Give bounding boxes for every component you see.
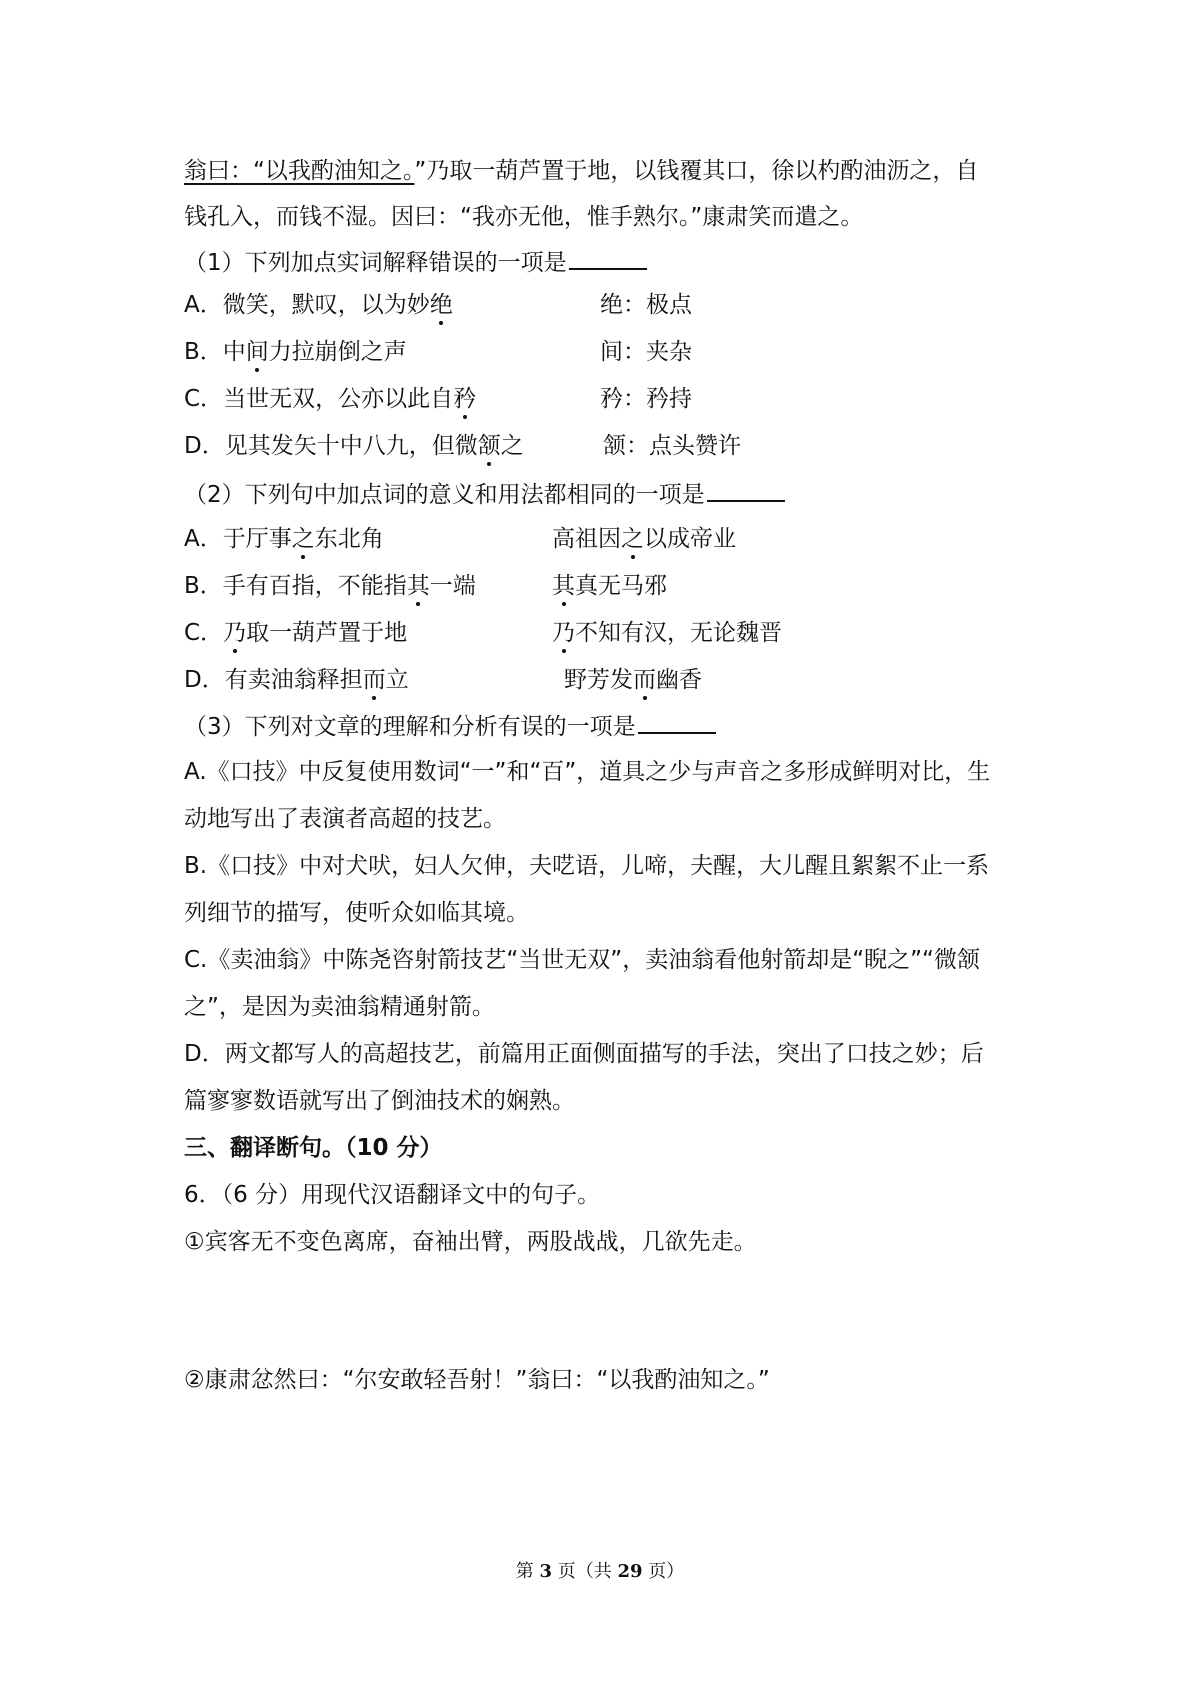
passage-line-2: 钱孔入，而钱不湿。因曰：“我亦无他，惟手熟尔。”康肃笑而遣之。 — [184, 204, 864, 230]
footer-text: 页（共 — [552, 1561, 618, 1582]
dotted-word: 矜 — [453, 386, 477, 412]
option-text: 见其发矢十中八九，但微 — [224, 433, 478, 459]
answer-blank — [569, 246, 647, 270]
option-text: 之 — [500, 433, 524, 459]
section-heading: 三、翻译断句。（10 分） — [184, 1135, 443, 1161]
passage-line-1 — [184, 156, 978, 186]
dotted-word: 乃 — [552, 620, 575, 646]
q2-compare-b — [552, 571, 667, 601]
q1-option-c — [184, 384, 476, 414]
q2-option-b — [184, 571, 476, 601]
q2-option-d — [184, 665, 409, 695]
option-text: 手有百指，不能指 — [222, 573, 407, 599]
total-pages: 29 — [617, 1561, 643, 1582]
q3-option-a-line1: A.《口技》中反复使用数词“一”和“百”，道具之少与声音之多形成鲜明对比，生 — [184, 759, 991, 785]
option-text: 于厅事 — [222, 526, 292, 552]
underlined-sentence: 翁曰：“以我酌油知之。 — [184, 158, 415, 184]
dotted-word: 而 — [633, 667, 656, 693]
q1-option-b — [184, 337, 407, 367]
compare-text: 以成帝业 — [644, 526, 736, 552]
dotted-word: 间 — [245, 339, 269, 365]
option-label: D． — [184, 667, 225, 693]
compare-text: 高祖因 — [552, 526, 621, 552]
dotted-word: 之 — [291, 526, 315, 552]
passage-text: ”乃取一葫芦置于地，以钱覆其口，徐以杓酌油沥之，自 — [414, 158, 979, 184]
option-text: 中 — [222, 339, 246, 365]
option-text: 东北角 — [314, 526, 384, 552]
q2-compare-d — [564, 665, 702, 695]
dotted-word: 之 — [621, 526, 644, 552]
footer-text: 第 — [515, 1561, 540, 1582]
translate-sentence-2: ②康肃忿然曰：“尔安敢轻吾射！”翁曰：“以我酌油知之。” — [184, 1367, 770, 1393]
q3-option-c-line1: C.《卖油翁》中陈尧咨射箭技艺“当世无双”，卖油翁看他射箭却是“睨之”“微颔 — [184, 947, 980, 973]
q1-option-d — [184, 431, 524, 461]
option-label: C． — [184, 386, 224, 412]
option-text: 有卖油翁释担 — [224, 667, 363, 693]
question-6: 6．（6 分）用现代汉语翻译文中的句子。 — [184, 1182, 601, 1208]
q2-option-a — [184, 524, 384, 554]
q3-option-b-line1: B.《口技》中对犬吠，妇人欠伸，夫呓语，儿啼，夫醒，大儿醒且絮絮不止一系 — [184, 853, 990, 879]
option-label: C． — [184, 620, 224, 646]
option-text: 力拉崩倒之声 — [268, 339, 407, 365]
translate-sentence-1: ①宾客无不变色离席，奋袖出臂，两股战战，几欲先走。 — [184, 1229, 757, 1255]
compare-text: 野芳发 — [564, 667, 633, 693]
option-text: 取一葫芦置于地 — [246, 620, 408, 646]
dotted-word: 乃 — [223, 620, 247, 646]
q1-stem — [184, 246, 647, 278]
compare-text: 不知有汉，无论魏晋 — [575, 620, 782, 646]
q3-option-c-line2: 之”，是因为卖油翁精通射箭。 — [184, 994, 495, 1020]
option-text: 当世无双，公亦以此自 — [223, 386, 454, 412]
option-label: D． — [184, 433, 225, 459]
q2-stem-text: （2）下列句中加点词的意义和用法都相同的一项是 — [184, 482, 705, 508]
q2-compare-c — [552, 618, 782, 648]
q3-stem-text: （3）下列对文章的理解和分析有误的一项是 — [184, 714, 636, 740]
q3-option-a-line2: 动地写出了表演者高超的技艺。 — [184, 806, 506, 832]
option-text: 立 — [385, 667, 409, 693]
option-text: 一端 — [429, 573, 476, 599]
option-label: B． — [184, 339, 223, 365]
page-number: 3 — [539, 1561, 552, 1582]
answer-blank — [638, 710, 716, 734]
q1-gloss-a: 绝：极点 — [600, 292, 692, 318]
q2-stem — [184, 478, 785, 510]
q3-option-b-line2: 列细节的描写，使听众如临其境。 — [184, 900, 529, 926]
dotted-word: 其 — [552, 573, 575, 599]
dotted-word: 绝 — [429, 292, 453, 318]
option-text: 微笑，默叹，以为妙 — [222, 292, 430, 318]
answer-blank — [707, 478, 785, 502]
q1-gloss-d: 颔：点头赞许 — [603, 433, 741, 459]
q1-option-a — [184, 290, 453, 320]
dotted-word: 颔 — [477, 433, 501, 459]
compare-text: 真无马邪 — [575, 573, 667, 599]
footer-text: 页） — [642, 1561, 685, 1582]
q2-option-c — [184, 618, 407, 648]
page-footer — [0, 1560, 1200, 1584]
dotted-word: 而 — [362, 667, 386, 693]
option-label: A． — [184, 292, 223, 318]
dotted-word: 其 — [406, 573, 430, 599]
q1-gloss-b: 间：夹杂 — [600, 339, 692, 365]
q3-stem — [184, 710, 716, 742]
q1-gloss-c: 矜：矜持 — [600, 386, 692, 412]
q1-stem-text: （1）下列加点实词解释错误的一项是 — [184, 250, 567, 276]
compare-text: 幽香 — [656, 667, 702, 693]
q3-option-d-line2: 篇寥寥数语就写出了倒油技术的娴熟。 — [184, 1088, 575, 1114]
option-label: A． — [184, 526, 223, 552]
option-label: B． — [184, 573, 223, 599]
q3-option-d-line1: D．两文都写人的高超技艺，前篇用正面侧面描写的手法，突出了口技之妙；后 — [184, 1041, 984, 1067]
q2-compare-a — [552, 524, 736, 554]
